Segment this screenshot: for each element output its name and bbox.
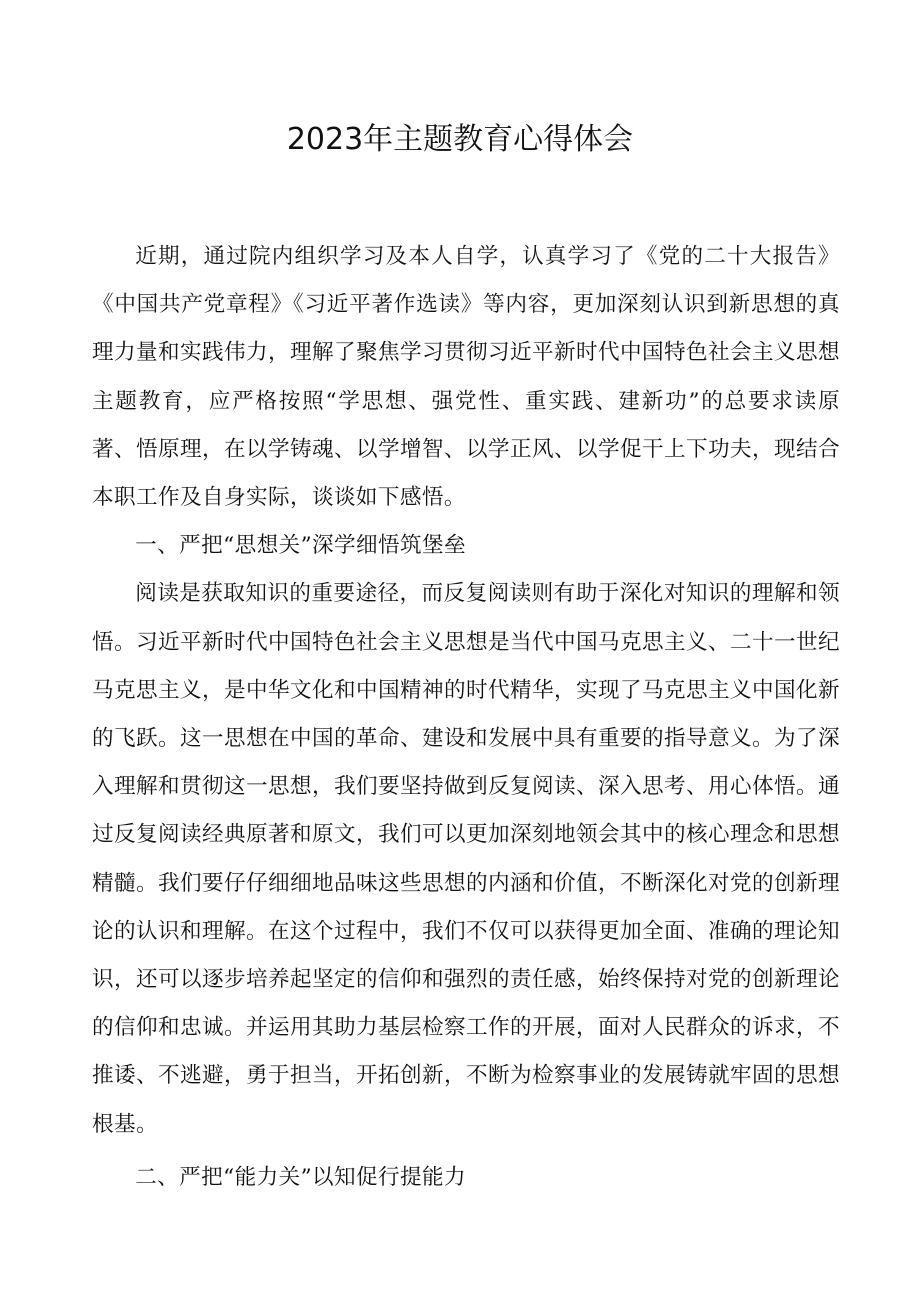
section-1-heading: 一、严把“思想关”深学细悟筑堡垒 bbox=[135, 533, 466, 559]
section-2-heading: 二、严把“能力关”以知促行提能力 bbox=[135, 1164, 466, 1190]
intro-paragraph: 近期，通过院内组织学习及本人自学，认真学习了《党的二十大报告》《中国共产党章程》《习近平著作选读》等内容，更加深刻认识到新思想的真理力量和实践伟力，理解了聚焦学习贯彻习近平新时代中国特色社会主义思想主题教育，应严格按照“学思想、强党性、重实践、建新功”的总要求读原著、悟原理，在以学铸魂、以学增智、以学正风、以学促干上下功夫，现结合本职工作及自身实际，谈谈如下感悟。 bbox=[92, 244, 840, 511]
document-body bbox=[92, 233, 840, 1202]
section-1-paragraph: 阅读是获取知识的重要途径，而反复阅读则有助于深化对知识的理解和领悟。习近平新时代中国特色社会主义思想是当代中国马克思主义、二十一世纪马克思主义，是中华文化和中国精神的时代精华，实现了马克思主义中国化新的飞跃。这一思想在中国的革命、建设和发展中具有重要的指导意义。为了深入理解和贯彻这一思想，我们要坚持做到反复阅读、深入思考、用心体悟。通过反复阅读经典原著和原文，我们可以更加深刻地领会其中的核心理念和思想精髓。我们要仔仔细细地品味这些思想的内涵和价值，不断深化对党的创新理论的认识和理解。在这个过程中，我们不仅可以获得更加全面、准确的理论知识，还可以逐步培养起坚定的信仰和强烈的责任感，始终保持对党的创新理论的信仰和忠诚。并运用其助力基层检察工作的开展，面对人民群众的诉求，不推诿、不逃避，勇于担当，开拓创新，不断为检察事业的发展铸就牢固的思想根基。 bbox=[92, 581, 840, 1137]
page-title: 2023年主题教育心得体会 bbox=[286, 122, 634, 157]
